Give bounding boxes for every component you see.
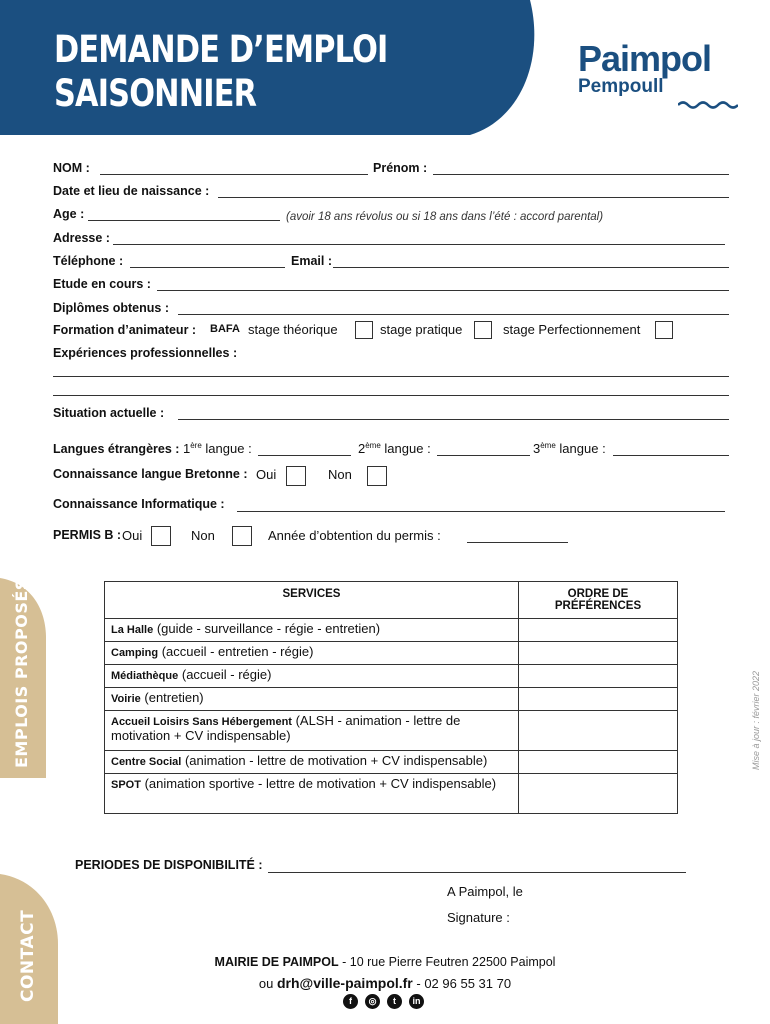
service-cell	[105, 665, 519, 688]
langue-2-field[interactable]	[437, 455, 530, 456]
langue-1-label: 1ère langue :	[183, 441, 252, 456]
preference-input-cell[interactable]	[519, 642, 678, 665]
experiences-label: Expériences professionnelles :	[53, 346, 238, 360]
telephone-label: Téléphone :	[53, 254, 124, 268]
preference-input-cell[interactable]	[519, 688, 678, 711]
langue-1-field[interactable]	[258, 455, 351, 456]
age-label: Age :	[53, 207, 85, 221]
prenom-field[interactable]	[433, 174, 729, 175]
langue-3-field[interactable]	[613, 455, 729, 456]
situation-field[interactable]	[178, 419, 729, 420]
diplomes-field[interactable]	[178, 314, 729, 315]
services-table	[104, 581, 678, 814]
twitter-icon[interactable]: t	[387, 994, 402, 1009]
permis-non-checkbox[interactable]	[232, 526, 252, 546]
ou-text: ou	[258, 976, 274, 991]
nom-field[interactable]	[100, 174, 368, 175]
table-row	[105, 774, 678, 814]
bretonne-oui-checkbox[interactable]	[286, 466, 306, 486]
service-cell	[105, 774, 519, 814]
stage-theorique-label: stage théorique	[248, 322, 338, 337]
bafa-label: BAFA	[210, 323, 240, 335]
periodes-label: PERIODES DE DISPONIBILITÉ :	[75, 858, 263, 872]
services-header: SERVICES	[105, 582, 519, 619]
experiences-field-2[interactable]	[53, 395, 729, 396]
service-detail: (animation - lettre de motivation + CV indispensable)	[184, 753, 488, 768]
age-field[interactable]	[88, 220, 280, 221]
contact-line	[0, 975, 770, 991]
preference-input-cell[interactable]	[519, 751, 678, 774]
mairie-address: - 10 rue Pierre Feutren 22500 Paimpol	[342, 955, 556, 969]
emplois-side-label: EMPLOIS PROPOSÉS	[12, 578, 31, 768]
periodes-field[interactable]	[268, 872, 686, 873]
email-field[interactable]	[333, 267, 729, 268]
logo-text-top: Paimpol	[578, 38, 712, 79]
permis-non-label: Non	[191, 528, 215, 543]
preference-input-cell[interactable]	[519, 619, 678, 642]
preference-input-cell[interactable]	[519, 774, 678, 814]
etude-field[interactable]	[157, 290, 729, 291]
facebook-icon[interactable]: f	[343, 994, 358, 1009]
contact-side-label: CONTACT	[18, 909, 38, 1002]
nom-label: NOM :	[53, 161, 90, 175]
langue-2-label: 2ème langue :	[358, 441, 431, 456]
table-row	[105, 688, 678, 711]
a-paimpol-label: A Paimpol, le	[447, 884, 523, 899]
mairie-line	[0, 955, 770, 969]
title-line-1: DEMANDE D’EMPLOI	[54, 28, 388, 71]
service-name: Accueil Loisirs Sans Hébergement	[111, 716, 292, 728]
table-row	[105, 642, 678, 665]
informatique-field[interactable]	[237, 511, 725, 512]
contact-phone: - 02 96 55 31 70	[416, 976, 512, 991]
ordre-header: ORDRE DE PRÉFÉRENCES	[519, 582, 678, 619]
stage-perf-label: stage Perfectionnement	[503, 322, 641, 337]
table-row	[105, 619, 678, 642]
paimpol-logo	[578, 38, 738, 113]
permis-oui-checkbox[interactable]	[151, 526, 171, 546]
linkedin-icon[interactable]: in	[409, 994, 424, 1009]
service-cell	[105, 642, 519, 665]
stage-pratique-checkbox[interactable]	[474, 321, 492, 339]
preference-input-cell[interactable]	[519, 711, 678, 751]
diplomes-label: Diplômes obtenus :	[53, 301, 169, 315]
annee-permis-field[interactable]	[467, 542, 568, 543]
service-detail: (accueil - régie)	[181, 667, 272, 682]
preference-input-cell[interactable]	[519, 665, 678, 688]
bretonne-label: Connaissance langue Bretonne :	[53, 467, 248, 481]
social-links	[343, 994, 424, 1009]
bretonne-non-label: Non	[328, 467, 352, 482]
stage-theorique-checkbox[interactable]	[355, 321, 373, 339]
table-row	[105, 665, 678, 688]
permis-oui-label: Oui	[122, 528, 143, 543]
permis-label: PERMIS B :	[53, 528, 122, 542]
situation-label: Situation actuelle :	[53, 406, 165, 420]
etude-label: Etude en cours :	[53, 277, 151, 291]
bretonne-non-checkbox[interactable]	[367, 466, 387, 486]
service-cell	[105, 619, 519, 642]
service-name: Centre Social	[111, 756, 182, 768]
instagram-icon[interactable]: ◎	[365, 994, 380, 1009]
stage-perf-checkbox[interactable]	[655, 321, 673, 339]
service-name: SPOT	[111, 779, 141, 791]
service-cell	[105, 751, 519, 774]
langues-label: Langues étrangères :	[53, 442, 180, 456]
email-label: Email :	[291, 254, 332, 268]
mairie-name: MAIRIE DE PAIMPOL	[214, 955, 339, 969]
adresse-field[interactable]	[113, 244, 725, 245]
telephone-field[interactable]	[130, 267, 285, 268]
age-note: (avoir 18 ans révolus ou si 18 ans dans l’été : accord parental)	[286, 211, 604, 223]
service-name: Voirie	[111, 693, 141, 705]
table-row	[105, 751, 678, 774]
service-cell	[105, 688, 519, 711]
date-lieu-label: Date et lieu de naissance :	[53, 184, 210, 198]
table-row	[105, 711, 678, 751]
service-name: La Halle	[111, 624, 154, 636]
update-note: Mise à jour : février 2022	[751, 670, 761, 770]
informatique-label: Connaissance Informatique :	[53, 497, 225, 511]
waves-icon	[678, 100, 738, 110]
bretonne-oui-label: Oui	[256, 467, 277, 482]
title-line-2: SAISONNIER	[54, 72, 257, 115]
service-detail: (animation sportive - lettre de motivation + CV indispensable)	[144, 776, 497, 791]
service-name: Médiathèque	[111, 670, 179, 682]
langue-3-label: 3ème langue :	[533, 441, 606, 456]
service-detail: (guide - surveillance - régie - entretien)	[156, 621, 381, 636]
service-detail: (ALSH - animation - lettre de motivation + CV indispensable)	[111, 713, 461, 743]
service-cell	[105, 711, 519, 751]
service-detail: (accueil - entretien - régie)	[161, 644, 314, 659]
date-lieu-field[interactable]	[218, 197, 729, 198]
annee-permis-label: Année d’obtention du permis :	[268, 528, 441, 543]
formation-label: Formation d’animateur :	[53, 323, 197, 337]
service-detail: (entretien)	[144, 690, 204, 705]
logo-text-bottom: Pempoull	[578, 76, 664, 97]
adresse-label: Adresse :	[53, 231, 110, 245]
contact-email-link[interactable]: drh@ville-paimpol.fr	[276, 975, 413, 991]
signature-label: Signature :	[447, 910, 510, 925]
experiences-field-1[interactable]	[53, 376, 729, 377]
prenom-label: Prénom :	[373, 161, 428, 175]
service-name: Camping	[111, 647, 159, 659]
page-title	[54, 28, 388, 116]
stage-pratique-label: stage pratique	[380, 322, 463, 337]
